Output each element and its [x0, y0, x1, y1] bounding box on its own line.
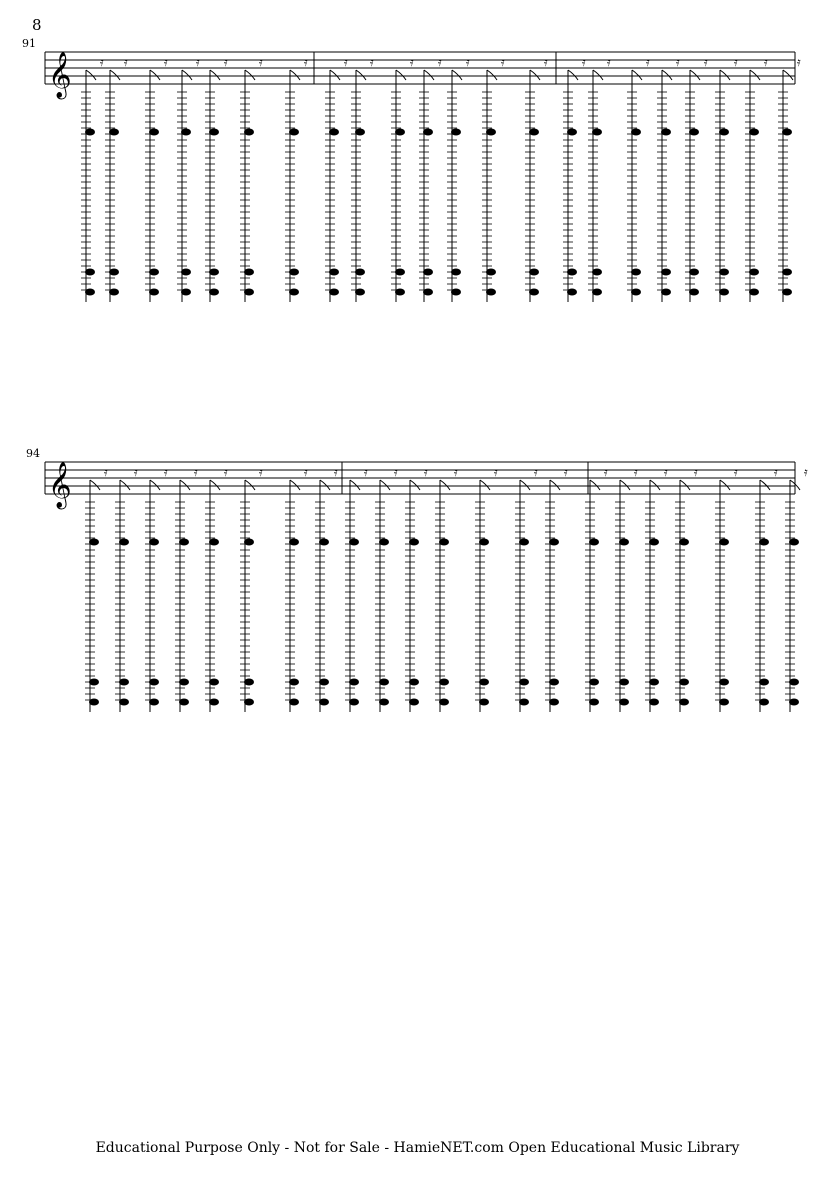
svg-text:𝄿: 𝄿 — [544, 55, 548, 69]
svg-text:𝄿: 𝄿 — [424, 465, 428, 479]
svg-text:𝄿: 𝄿 — [410, 55, 414, 69]
svg-text:𝄿: 𝄿 — [454, 465, 458, 479]
svg-text:𝄿: 𝄿 — [104, 465, 108, 479]
svg-text:𝄿: 𝄿 — [224, 55, 228, 69]
svg-text:𝄿: 𝄿 — [194, 465, 198, 479]
note-column — [675, 465, 698, 712]
svg-text:𝄿: 𝄿 — [224, 465, 228, 479]
svg-text:𝄿: 𝄿 — [100, 55, 104, 69]
note-column — [585, 465, 608, 712]
note-column — [525, 55, 548, 302]
note-column — [435, 465, 458, 712]
note-column — [405, 465, 428, 712]
note-column — [745, 55, 768, 302]
note-column — [345, 465, 368, 712]
note-column — [375, 465, 398, 712]
note-column — [645, 465, 668, 712]
svg-text:𝄿: 𝄿 — [664, 465, 668, 479]
treble-clef-icon: 𝄞 — [48, 52, 72, 98]
svg-text:𝄿: 𝄿 — [764, 55, 768, 69]
page-number: 8 — [32, 16, 42, 34]
svg-text:𝄿: 𝄿 — [646, 55, 650, 69]
note-column — [145, 465, 168, 712]
svg-text:𝄿: 𝄿 — [564, 465, 568, 479]
svg-text:𝄿: 𝄿 — [534, 465, 538, 479]
note-column — [563, 55, 586, 302]
svg-text:𝄿: 𝄿 — [634, 465, 638, 479]
notes-system-2 — [85, 465, 808, 712]
svg-text:𝄿: 𝄿 — [394, 465, 398, 479]
note-column — [177, 55, 200, 302]
svg-text:𝄿: 𝄿 — [582, 55, 586, 69]
svg-text:𝄿: 𝄿 — [704, 55, 708, 69]
svg-text:𝄿: 𝄿 — [804, 465, 808, 479]
svg-text:𝄿: 𝄿 — [797, 55, 801, 69]
note-column — [85, 465, 108, 712]
note-column — [755, 465, 778, 712]
note-column — [627, 55, 650, 302]
svg-text:𝄿: 𝄿 — [774, 465, 778, 479]
note-column — [515, 465, 538, 712]
svg-text:𝄿: 𝄿 — [676, 55, 680, 69]
svg-text:𝄿: 𝄿 — [494, 465, 498, 479]
note-column — [240, 55, 263, 302]
svg-text:𝄿: 𝄿 — [364, 465, 368, 479]
svg-text:𝄿: 𝄿 — [259, 55, 263, 69]
svg-text:𝄿: 𝄿 — [438, 55, 442, 69]
note-column — [240, 465, 263, 712]
svg-text:𝄿: 𝄿 — [501, 55, 505, 69]
svg-text:𝄿: 𝄿 — [734, 465, 738, 479]
note-column — [145, 55, 168, 302]
note-column — [475, 465, 498, 712]
note-column — [685, 55, 708, 302]
svg-text:𝄿: 𝄿 — [134, 465, 138, 479]
svg-text:𝄿: 𝄿 — [607, 55, 611, 69]
svg-text:𝄿: 𝄿 — [164, 55, 168, 69]
svg-text:𝄿: 𝄿 — [466, 55, 470, 69]
svg-text:𝄿: 𝄿 — [734, 55, 738, 69]
note-column — [81, 55, 104, 302]
note-column — [545, 465, 568, 712]
note-column — [315, 465, 338, 712]
note-column — [588, 55, 611, 302]
note-column — [785, 465, 808, 712]
note-column — [285, 55, 308, 302]
svg-text:𝄿: 𝄿 — [604, 465, 608, 479]
note-column — [325, 55, 348, 302]
staff-system-1 — [45, 52, 795, 84]
svg-text:𝄿: 𝄿 — [304, 465, 308, 479]
note-column — [715, 465, 738, 712]
svg-text:𝄿: 𝄿 — [694, 465, 698, 479]
note-column — [115, 465, 138, 712]
svg-text:𝄿: 𝄿 — [124, 55, 128, 69]
svg-text:𝄿: 𝄿 — [370, 55, 374, 69]
svg-text:𝄿: 𝄿 — [304, 55, 308, 69]
footer-notice: Educational Purpose Only - Not for Sale - HamieNET.com Open Educational Music Library — [95, 1140, 740, 1156]
treble-clef-icon: 𝄞 — [48, 462, 72, 508]
note-column — [419, 55, 442, 302]
svg-text:𝄿: 𝄿 — [164, 465, 168, 479]
measure-number-system-1: 91 — [22, 37, 36, 50]
note-column — [105, 55, 128, 302]
svg-text:𝄿: 𝄿 — [334, 465, 338, 479]
note-column — [205, 465, 228, 712]
svg-text:𝄿: 𝄿 — [196, 55, 200, 69]
note-column — [391, 55, 414, 302]
note-column — [175, 465, 198, 712]
note-column — [482, 55, 505, 302]
note-column — [205, 55, 228, 302]
note-column — [447, 55, 470, 302]
note-column — [778, 55, 801, 302]
svg-text:𝄿: 𝄿 — [259, 465, 263, 479]
notes-system-1 — [81, 55, 801, 302]
note-column — [285, 465, 308, 712]
note-column — [351, 55, 374, 302]
note-column — [715, 55, 738, 302]
measure-number-system-2: 94 — [26, 447, 40, 460]
svg-text:𝄿: 𝄿 — [344, 55, 348, 69]
note-column — [615, 465, 638, 712]
note-column — [657, 55, 680, 302]
